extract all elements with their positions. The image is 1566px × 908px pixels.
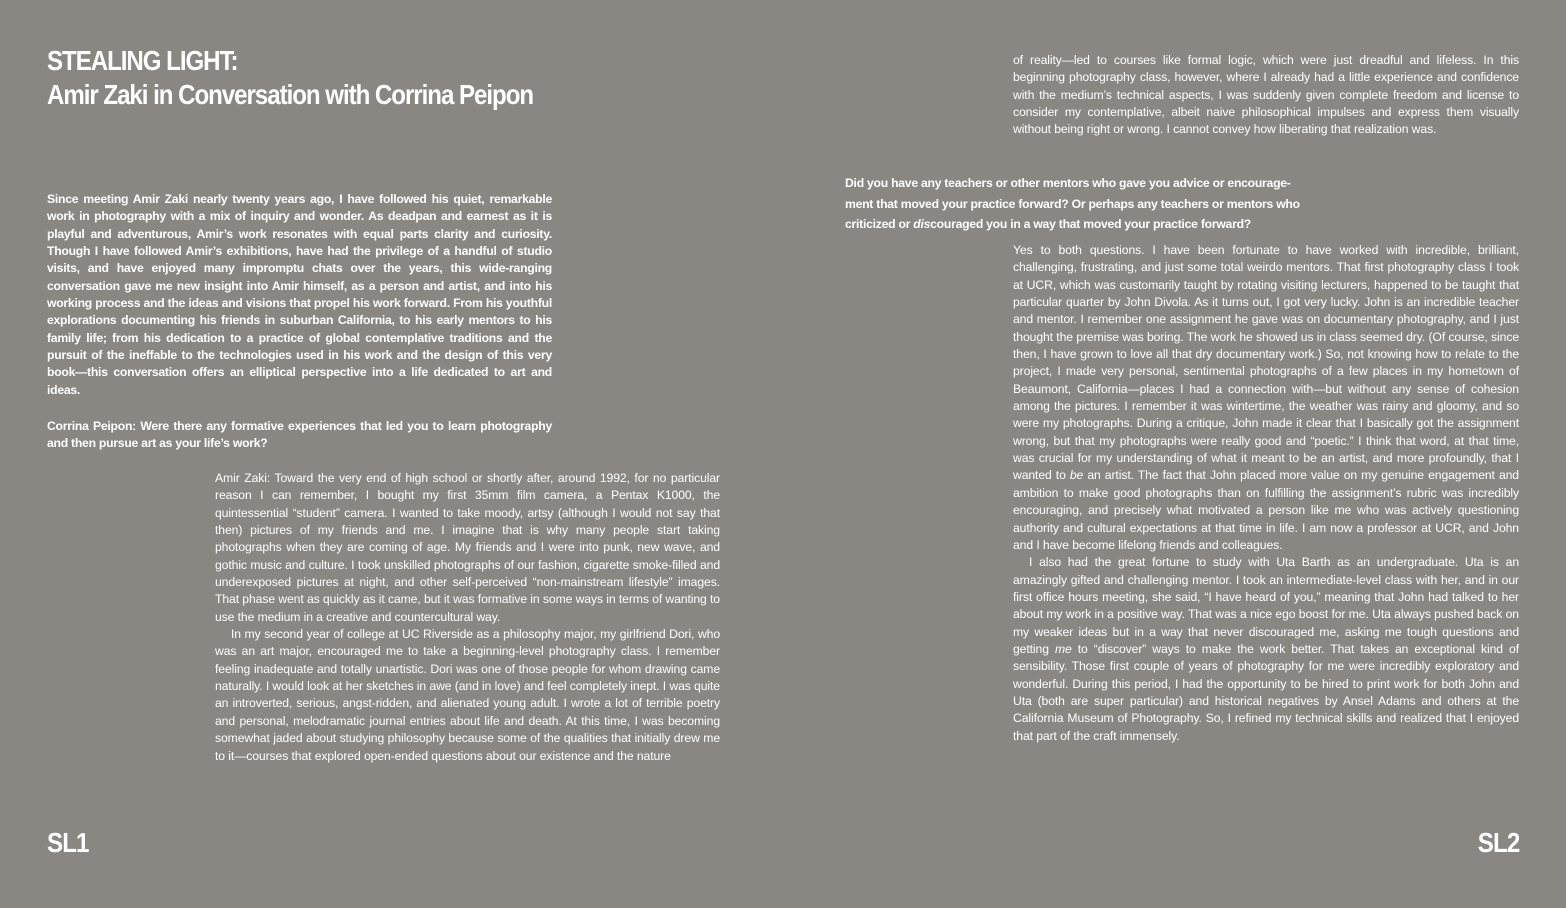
answer-2-paragraph-1: Yes to both questions. I have been fortunate to have worked with incredible, brilliant, challenging, frustrating, and just some total weirdo mentors. That first photography class I took at UCR, which was customarily taught by rotating visiting lecturers, happened to be taught that particular quarter by John Divola. As it turns out, I got very lucky. John is an incredible teacher and mentor. I remember one assignment he gave was on documentary photography, and I just thought the premise was boring. The work he showed us in class seemed dry. (Of course, since then, I have grown to love all that dry documentary work.) So, not knowing how to relate to the project, I made very personal, sentimental photographs of a few places in my hometown of Beaumont, California—places I had a connection with—but without any sense of cohesion among the pictures. I remember it was wintertime, the weather was rainy and gloomy, and so were my photographs. During a critique, John made it clear that I basically got the assignment wrong, but that my photographs were really good and “poetic.” I think that word, at that time, was crucial for my understanding of what it meant to be an artist, and more profoundly, that I wanted to be an artist. The fact that John placed more value on my genuine engagement and ambition to make good photographs than on fulfilling the assignment’s rubric was incredibly encouraging, and precisely what motivated a person like me who was actively questioning authority and cultural expectations at that time in life. I am now a professor at UCR, and John and I have become lifelong friends and colleagues.: [1013, 243, 1519, 552]
answer-1-paragraph-1: Amir Zaki: Toward the very end of high school or shortly after, around 1992, for no particular reason I can remember, I bought my first 35mm film camera, a Pentax K1000, the quintessential “student” camera. I wanted to take moody, artsy (although I would not say that then) pictures of my friends and me. I imagine that is why many people start taking photographs when they are coming of age. My friends and I were into punk, new wave, and gothic music and culture. I took unskilled photographs of our fashion, cigarette smoke-filled and underexposed pictures at night, and other self-perceived “non-mainstream lifestyle” images. That phase went as quickly as it came, but it was formative in some ways in terms of wanting to use the medium in a creative and countercultural way.: [215, 471, 720, 624]
page-number-left: SL1: [47, 827, 89, 858]
question-2: [845, 173, 1365, 235]
answer-2: [1013, 242, 1519, 745]
article-title: [47, 44, 533, 112]
title-line-2: Amir Zaki in Conversation with Corrina Peipon: [47, 79, 534, 110]
answer-1-paragraph-2: In my second year of college at UC Riverside as a philosophy major, my girlfriend Dori, who was an art major, encouraged me to take a beginning-level photography class. I remember feeling inadequate and totally unartistic. Dori was one of those people for whom drawing came naturally. I would look at her sketches in awe (and in love) and feel completely inept. I was quite an introverted, serious, angst-ridden, and alienated young adult. I wrote a lot of terrible poetry and personal, melodramatic journal entries about life and death. At this time, I was becoming somewhat jaded about studying philosophy because some of the qualities that initially drew me to it—courses that explored open-ended questions about our existence and the nature: [215, 627, 720, 763]
question-2-line-3: criticized or discouraged you in a way that moved your practice forward?: [845, 217, 1251, 231]
answer-1: [215, 470, 720, 765]
question-2-line-2: ment that moved your practice forward? Or perhaps any teachers or mentors who: [845, 196, 1300, 211]
intro-paragraph: Since meeting Amir Zaki nearly twenty years ago, I have followed his quiet, remarkable work in photography with a mix of inquiry and wonder. As deadpan and earnest as it is playful and adventurous, Amir’s work resonates with equal parts clarity and curiosity. Though I have followed Amir’s exhibitions, have had the privilege of a handful of studio visits, and have enjoyed many impromptu chats over the years, this wide-ranging conversation gave me new insight into Amir himself, as a person and artist, and into his working process and the ideas and visions that propel his work forward. From his youthful explorations documenting his friends in suburban California, to his early mentors to his family life; from his dedication to a practice of global contemplative traditions and the pursuit of the ineffable to the technologies used in his work and the design of this very book—this conversation offers an elliptical perspective into a life dedicated to art and ideas.: [47, 192, 552, 397]
question-1: Corrina Peipon: Were there any formative experiences that led you to learn photography and then pursue art as your life’s work?: [47, 419, 552, 451]
page-number-right: SL2: [1477, 827, 1519, 858]
question-2-line-1: Did you have any teachers or other mentors who gave you advice or encourage-: [845, 176, 1291, 190]
answer-1-continuation: of reality—led to courses like formal logic, which were just dreadful and lifeless. In this beginning photography class, however, where I already had a little experience and confidence with the medium’s technical aspects, I was suddenly given complete freedom and license to consider my contemplative, albeit naive philosophical impulses and express them visually without being right or wrong. I cannot convey how liberating that realization was.: [1013, 53, 1519, 137]
answer-2-paragraph-2: I also had the great fortune to study with Uta Barth as an undergraduate. Uta is an amazingly gifted and challenging mentor. I took an intermediate-level class with her, and in our first office hours meeting, she said, “I have heard of you,” meaning that John had talked to her about my work in a positive way. That was a nice ego boost for me. Uta always pushed back on my weaker ideas but in a way that never discouraged me, asking me tough questions and getting me to “discover” ways to make the work better. That takes an exceptional kind of sensibility. Those first couple of years of photography for me were incredibly exploratory and wonderful. During this period, I had the opportunity to be hired to print work for both John and Uta (both are super particular) and historical negatives by Ansel Adams and others at the California Museum of Photography. So, I refined my technical skills and realized that I enjoyed that part of the craft immensely.: [1013, 555, 1519, 743]
title-line-1: STEALING LIGHT:: [47, 45, 238, 76]
